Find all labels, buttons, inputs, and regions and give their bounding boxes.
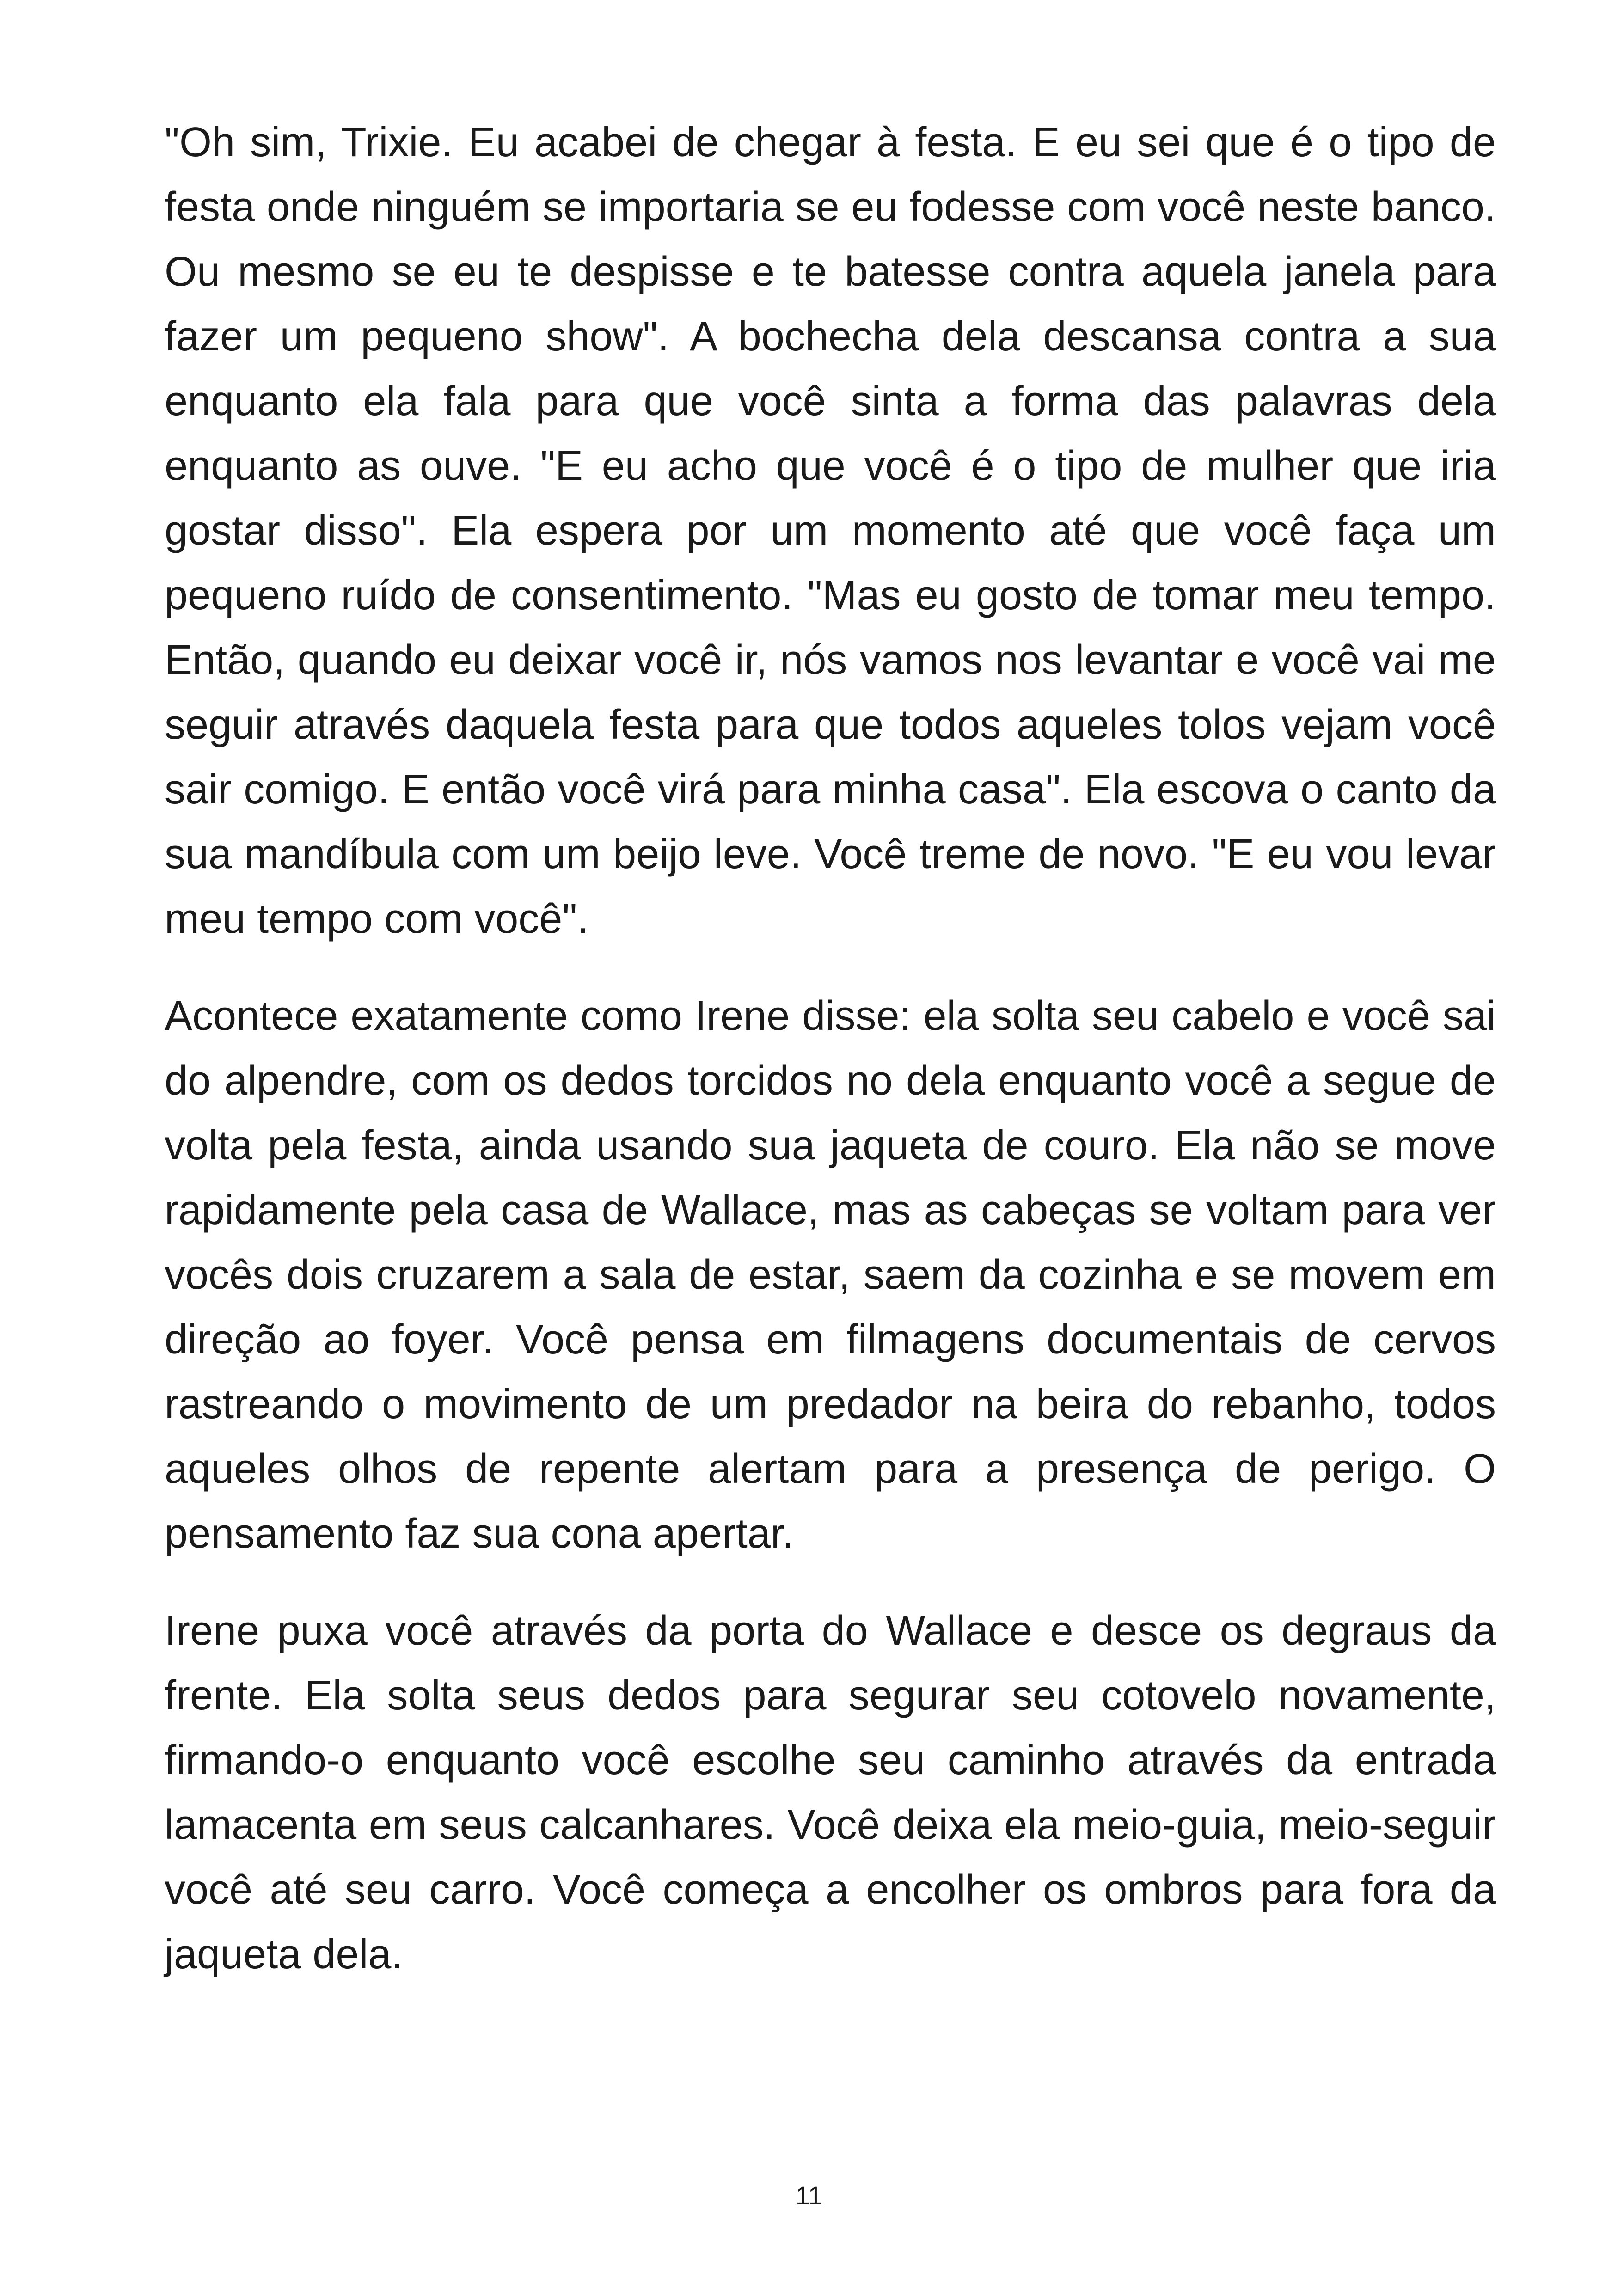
page-number: 11 <box>795 2181 823 2210</box>
paragraph-2: Acontece exatamente como Irene disse: ela solta seu cabelo e você sai do alpendre, com os dedos torcidos no dela enquanto você a segue de volta pela festa, ainda usando sua jaqueta de couro. Ela não se move rapidamente pela casa de Wallace, mas as cabeças se voltam para ver vocês dois cruzarem a sala de estar, saem da cozinha e se movem em direção ao foyer. Você pensa em filmagens documentais de cervos rastreando o movimento de um predador na beira do rebanho, todos aqueles olhos de repente alertam para a presença de perigo. O pensamento faz sua cona apertar. <box>165 993 1496 1557</box>
body-text <box>165 110 1496 2019</box>
paragraph-3: Irene puxa você através da porta do Wallace e desce os degraus da frente. Ela solta seus dedos para segurar seu cotovelo novamente, firmando-o enquanto você escolhe seu caminho através da entrada lamacenta em seus calcanhares. Você deixa ela meio-guia, meio-seguir você até seu carro. Você começa a encolher os ombros para fora da jaqueta dela. <box>165 1608 1496 1978</box>
paragraph-1: "Oh sim, Trixie. Eu acabei de chegar à festa. E eu sei que é o tipo de festa onde ninguém se importaria se eu fodesse com você neste banco. Ou mesmo se eu te despisse e te batesse contra aquela janela para fazer um pequeno show". A bochecha dela descansa contra a sua enquanto ela fala para que você sinta a forma das palavras dela enquanto as ouve. "E eu acho que você é o tipo de mulher que iria gostar disso". Ela espera por um momento até que você faça um pequeno ruído de consentimento. "Mas eu gosto de tomar meu tempo. Então, quando eu deixar você ir, nós vamos nos levantar e você vai me seguir através daquela festa para que todos aqueles tolos vejam você sair comigo. E então você virá para minha casa". Ela escova o canto da sua mandíbula com um beijo leve. Você treme de novo. "E eu vou levar meu tempo com você". <box>165 119 1496 942</box>
